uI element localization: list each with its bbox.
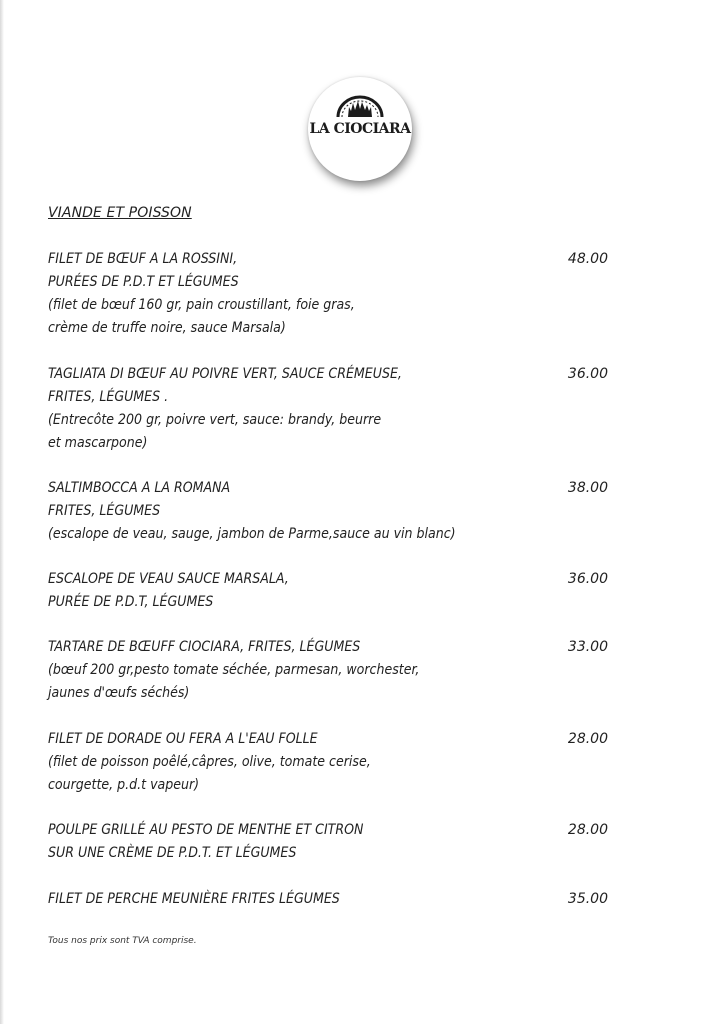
item-name-line: SUR UNE CRÈME DE P.D.T. ET LÉGUMES (48, 845, 297, 861)
item-price: 33.00 (567, 639, 608, 655)
item-name-line: FRITES, LÉGUMES (48, 503, 161, 519)
item-name-line: ESCALOPE DE VEAU SAUCE MARSALA, (48, 571, 289, 587)
item-price: 35.00 (567, 891, 608, 907)
item-name-line: FILET DE BŒUF A LA ROSSINI, (48, 251, 238, 267)
item-description-line: (Entrecôte 200 gr, poivre vert, sauce: brandy, beurre (48, 412, 382, 428)
item-name-line: PURÉES DE P.D.T ET LÉGUMES (48, 274, 239, 290)
item-description-line: jaunes d'œufs séchés) (48, 685, 190, 701)
item-description-line: (escalope de veau, sauge, jambon de Parme,sauce au vin blanc) (48, 526, 456, 542)
item-description-line: crème de truffe noire, sauce Marsala) (48, 320, 286, 336)
item-price: 28.00 (567, 822, 608, 838)
item-price: 38.00 (567, 480, 608, 496)
item-name-line: FILET DE PERCHE MEUNIÈRE FRITES LÉGUMES (48, 891, 340, 907)
restaurant-logo (308, 77, 412, 181)
item-description-line: (bœuf 200 gr,pesto tomate séchée, parmesan, worchester, (48, 662, 420, 678)
item-name-line: SALTIMBOCCA A LA ROMANA (48, 480, 231, 496)
item-price: 48.00 (567, 251, 608, 267)
item-name-line: TAGLIATA DI BŒUF AU POIVRE VERT, SAUCE CRÉMEUSE, (48, 366, 402, 382)
item-price: 36.00 (567, 571, 608, 587)
item-description-line: (filet de bœuf 160 gr, pain croustillant, foie gras, (48, 297, 355, 313)
item-name-line: FILET DE DORADE OU FERA A L'EAU FOLLE (48, 731, 318, 747)
logo-text: LA CIOCIARA (309, 121, 411, 137)
menu-item (48, 819, 608, 865)
item-price: 36.00 (567, 366, 608, 382)
menu-item (48, 363, 608, 455)
menu-item (48, 888, 608, 911)
item-name-line: TARTARE DE BŒUFF CIOCIARA, FRITES, LÉGUMES (48, 639, 361, 655)
item-name-line: PURÉE DE P.D.T, LÉGUMES (48, 594, 214, 610)
item-name-line: FRITES, LÉGUMES . (48, 389, 169, 405)
menu-item (48, 636, 608, 705)
item-description-line: (filet de poisson poêlé,câpres, olive, tomate cerise, (48, 754, 371, 770)
menu-item (48, 248, 608, 340)
item-description-line: et mascarpone) (48, 435, 148, 451)
page-edge-shadow (0, 0, 4, 1024)
item-price: 28.00 (567, 731, 608, 747)
menu-item (48, 477, 608, 546)
item-name-line: POULPE GRILLÉ AU PESTO DE MENTHE ET CITRON (48, 822, 364, 838)
tax-footnote: Tous nos prix sont TVA comprise. (48, 936, 197, 946)
menu-item (48, 728, 608, 797)
menu-item (48, 568, 608, 614)
item-description-line: courgette, p.d.t vapeur) (48, 777, 200, 793)
section-title: VIANDE ET POISSON (48, 205, 192, 221)
